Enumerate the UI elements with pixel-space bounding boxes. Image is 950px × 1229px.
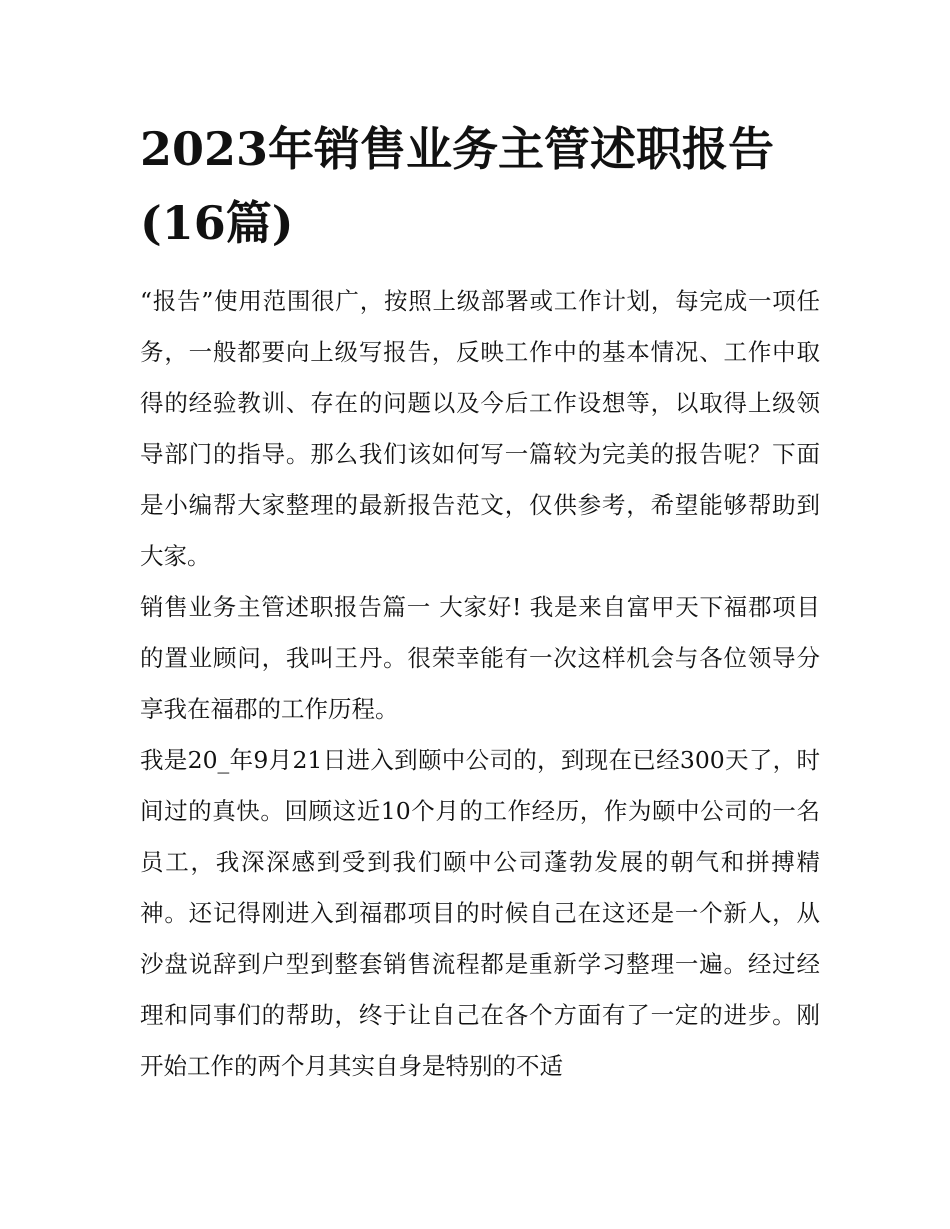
paragraph-greeting: 销售业务主管述职报告篇一 大家好! 我是来自富甲天下福郡项目的置业顾问，我叫王丹。很荣幸能有一次这样机会与各位领导分享我在福郡的工作历程。 [140,593,820,723]
paragraph-experience: 我是20_年9月21日进入到颐中公司的，到现在已经300天了，时间过的真快。回顾这近10个月的工作经历，作为颐中公司的一名员工，我深深感到受到我们颐中公司蓬勃发展的朝气和拼搏精神。还记得刚进入到福郡项目的时候自己在这还是一个新人，从沙盘说辞到户型到整套销售流程都是重新学习整理一遍。经过经理和同事们的帮助，终于让自己在各个方面有了一定的进步。刚开始工作的两个月其实自身是特别的不适 [140,746,820,1080]
paragraph-intro: “报告”使用范围很广，按照上级部署或工作计划，每完成一项任务，一般都要向上级写报告，反映工作中的基本情况、工作中取得的经验教训、存在的问题以及今后工作设想等，以取得上级领导部门的指导。那么我们该如何写一篇较为完美的报告呢？下面是小编帮大家整理的最新报告范文，仅供参考，希望能够帮助到大家。 [140,287,820,570]
document-title: 2023年销售业务主管述职报告(16篇) [140,122,775,250]
document-body [140,276,820,1092]
